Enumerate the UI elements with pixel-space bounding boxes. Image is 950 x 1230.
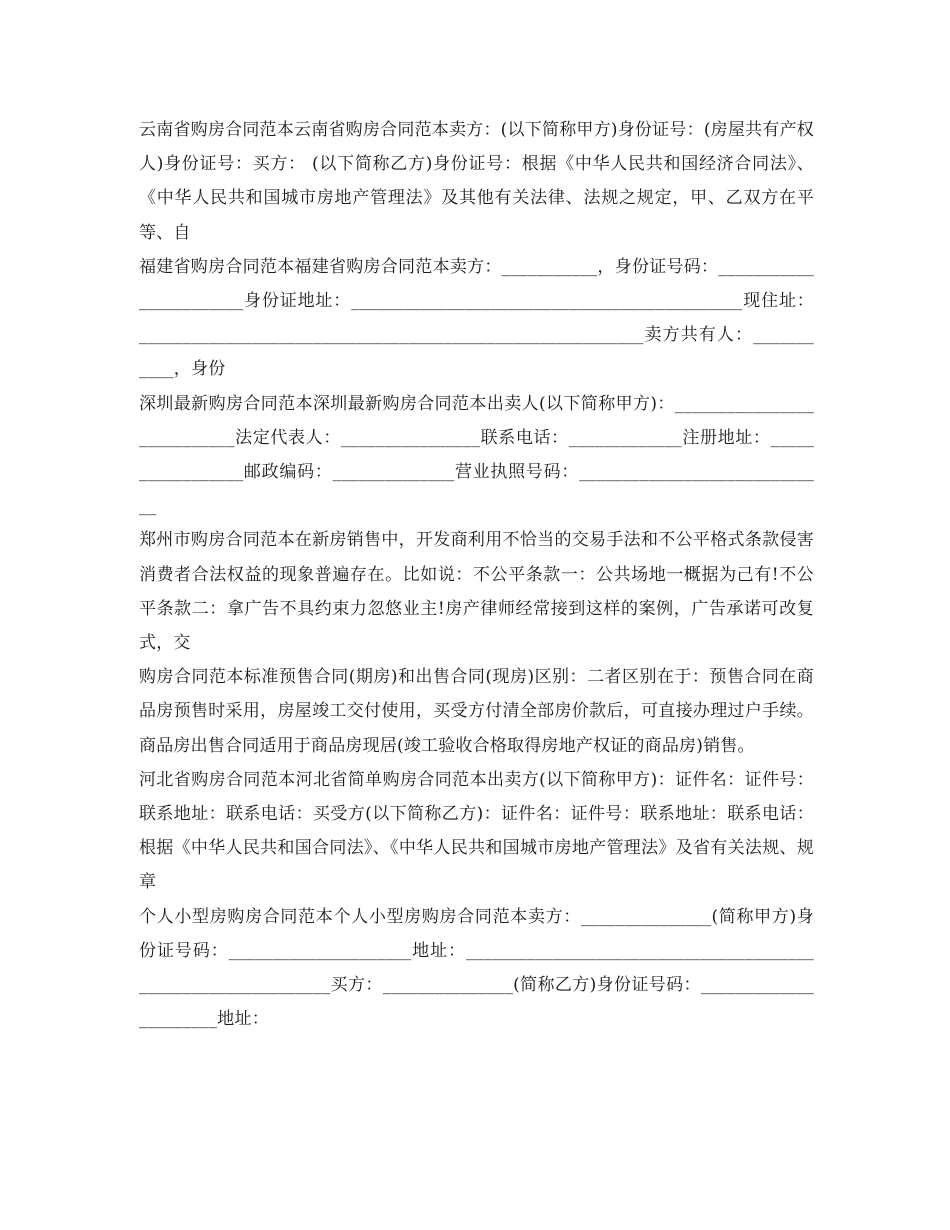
paragraph-shenzhen-contract: 深圳最新购房合同范本深圳最新购房合同范本出卖人(以下简称甲方)：___________________________法定代表人：________________联系电话：_____________注册地址：_________________邮政编码：______________营业执照号码：_____________________________ xyxy=(139,393,814,517)
paragraph-fujian-contract: 福建省购房合同范本福建省购房合同范本卖方：___________，身份证号码：_______________________身份证地址：_____________________________________________现住址：__________________________________________________________卖方共有人：___________，身份 xyxy=(139,256,814,380)
paragraph-presale-vs-sale: 购房合同范本标准预售合同(期房)和出售合同(现房)区别：二者区别在于：预售合同在商品房预售时采用，房屋竣工交付使用，买受方付清全部房价款后，可直接办理过户手续。商品房出售合同适用于商品房现居(竣工验收合格取得房地产权证的商品房)销售。 xyxy=(139,667,814,756)
paragraph-hebei-contract: 河北省购房合同范本河北省简单购房合同范本出卖方(以下简称甲方)：证件名：证件号：联系地址：联系电话：买受方(以下简称乙方)：证件名：证件号：联系地址：联系电话：根据《中华人民共和国合同法》、《中华人民共和国城市房地产管理法》及省有关法规、规章 xyxy=(139,769,814,893)
document-body xyxy=(139,113,814,1036)
paragraph-small-house-contract: 个人小型房购房合同范本个人小型房购房合同范本卖方：_______________(简称甲方)身份证号码：_____________________地址：______________________________________________________________买方：_______________(简称乙方)身份证号码：______________________地址： xyxy=(139,906,814,1030)
paragraph-yunnan-contract: 云南省购房合同范本云南省购房合同范本卖方：(以下简称甲方)身份证号：(房屋共有产权人)身份证号：买方： (以下简称乙方)身份证号：根据《中华人民共和国经济合同法》、《中华人民共和国城市房地产管理法》及其他有关法律、法规之规定，甲、乙双方在平等、自 xyxy=(139,120,814,243)
paragraph-zhengzhou-contract: 郑州市购房合同范本在新房销售中，开发商利用不恰当的交易手法和不公平格式条款侵害消费者合法权益的现象普遍存在。比如说：不公平条款一：公共场地一概据为己有!不公平条款二：拿广告不具约束力忽悠业主!房产律师经常接到这样的案例，广告承诺可改复式，交 xyxy=(139,530,814,654)
